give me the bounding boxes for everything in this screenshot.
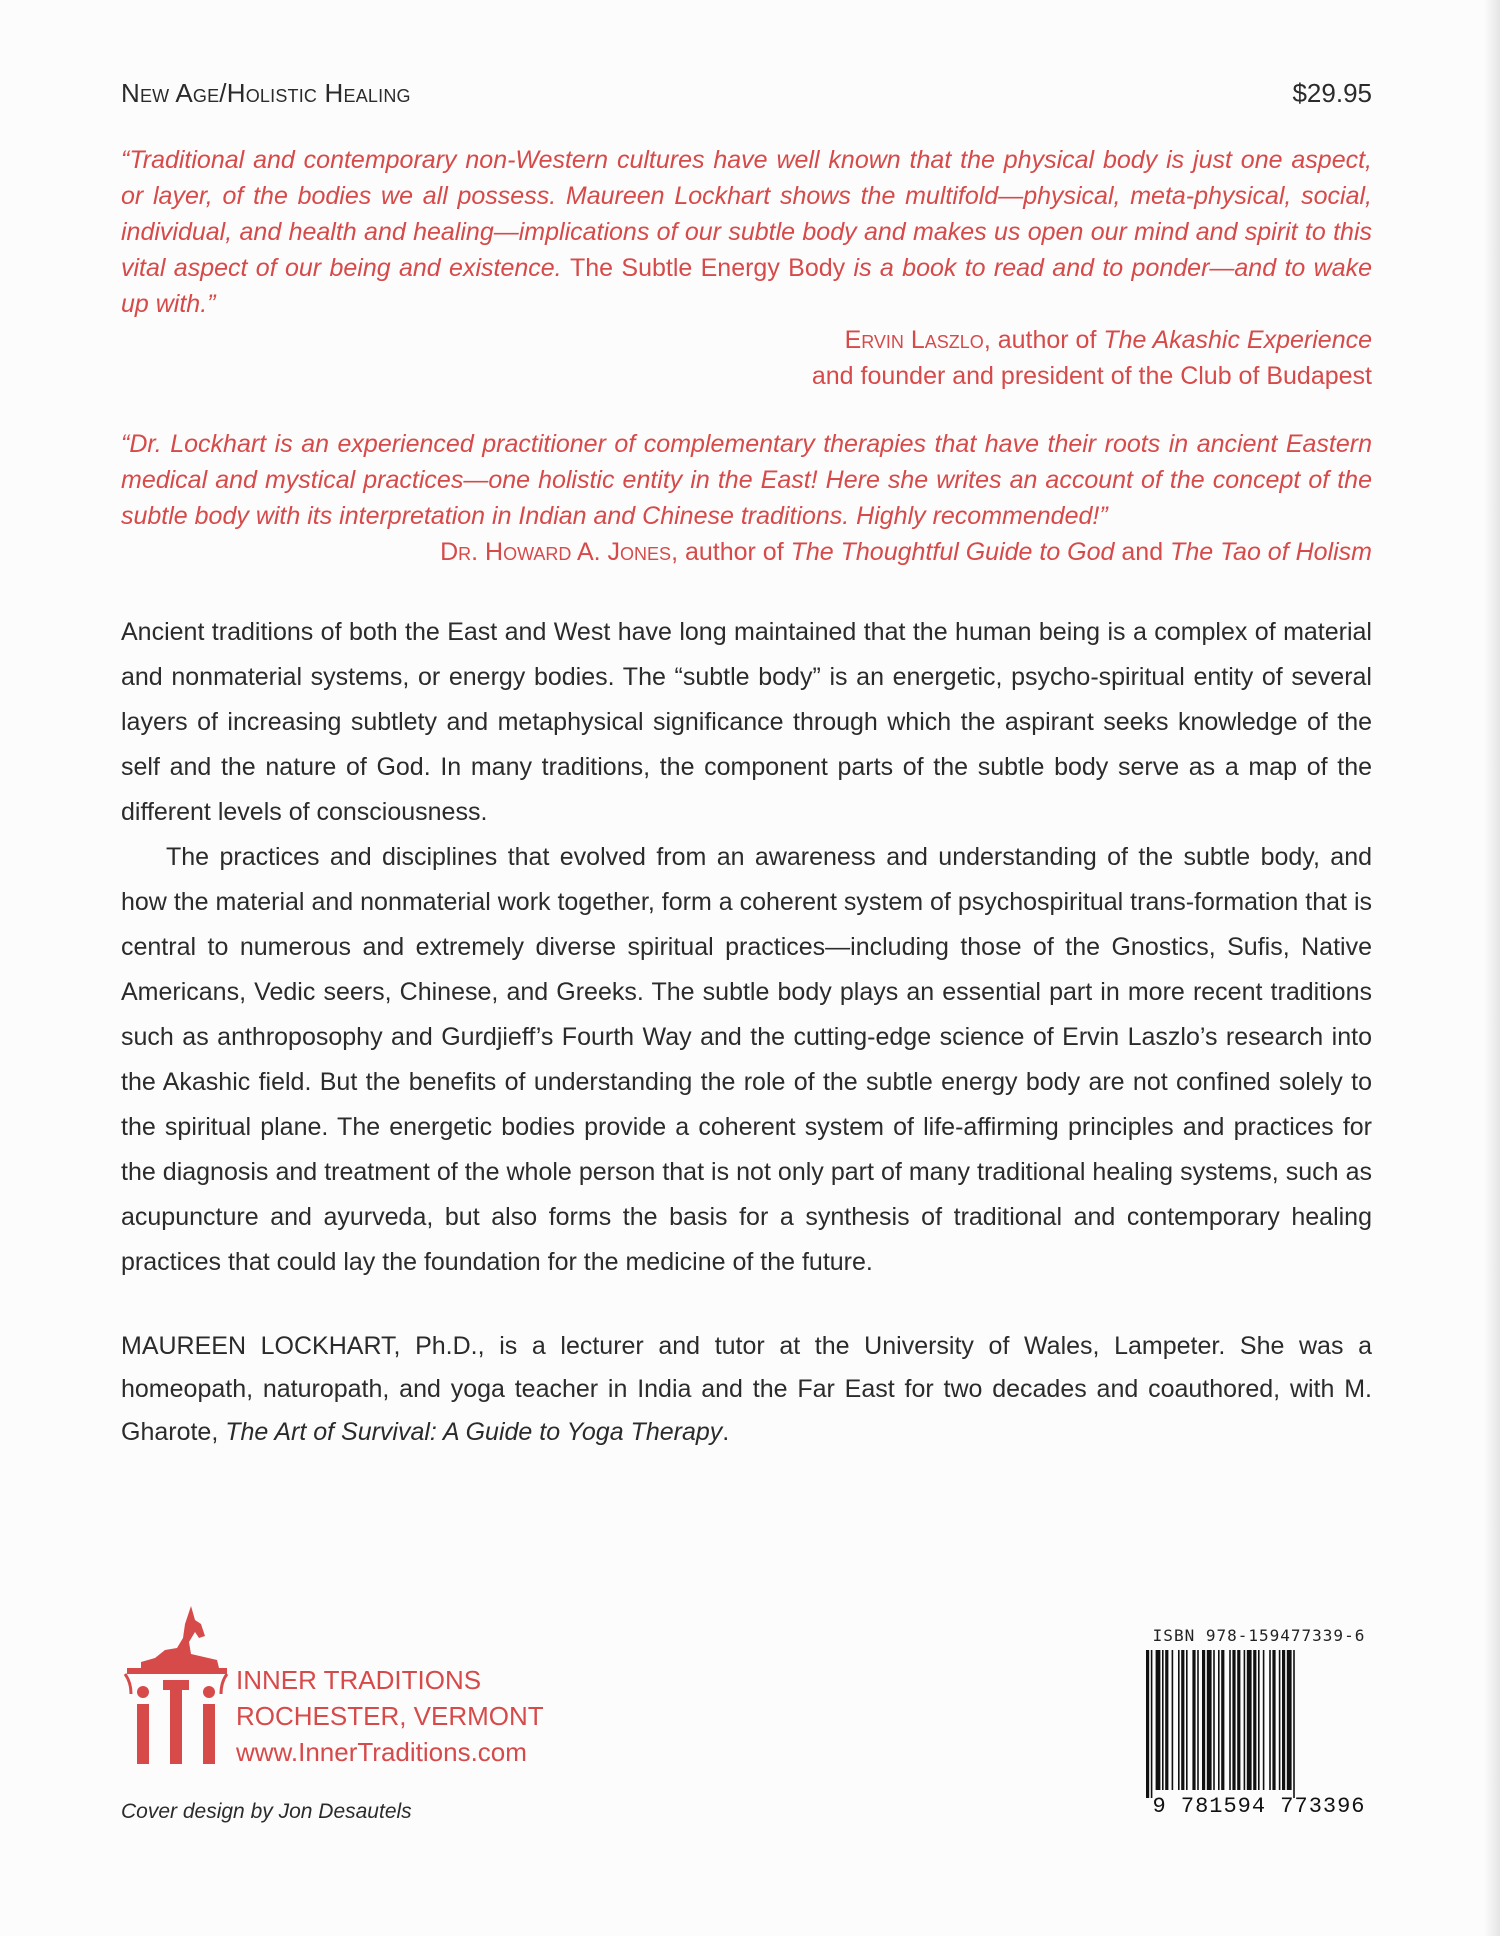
quote-2-text: “Dr. Lockhart is an experienced practitioner of complementary therapies that have their roots in ancient Eastern medical and mystical practices—one holistic entity in the East! Here she writes an account of the concept of the subtle body with its interpretation in Indian and Chinese traditions. Highly recommended!”: [121, 430, 1372, 530]
jackal-anubis-icon: [121, 1602, 231, 1767]
publisher-location: ROCHESTER, VERMONT: [236, 1701, 544, 1731]
description-paragraph-1: Ancient traditions of both the East and West have long maintained that the human being is a complex of material and nonmaterial systems, or energy bodies. The “subtle body” is an energetic, psycho-spiritual entity of several layers of increasing subtlety and metaphysical significance through which the aspirant seeks knowledge of the self and the nature of God. In many traditions, the component parts of the subtle body serve as a map of the different levels of consciousness.: [121, 618, 1372, 826]
quote-2-author: Dr. Howard A. Jones: [440, 538, 672, 566]
publisher-url[interactable]: www.InnerTraditions.com: [236, 1737, 527, 1767]
quote-1-author-book: The Akashic Experience: [1103, 326, 1372, 354]
cover-design-credit: Cover design by Jon Desautels: [121, 1800, 412, 1823]
quote-1-author-line2: and founder and president of the Club of Budapest: [811, 362, 1372, 390]
endorsement-quote-2: [121, 426, 1372, 570]
publisher-text: [236, 1662, 544, 1770]
quote-2-author-book-1: The Thoughtful Guide to God: [790, 538, 1115, 566]
publisher-name: INNER TRADITIONS: [236, 1665, 482, 1695]
main-content: [121, 78, 1372, 1454]
cover-header: [121, 78, 1372, 108]
description-paragraph-2: The practices and disciplines that evolved from an awareness and understanding of the subtle body, and how the material and nonmaterial work together, form a coherent system of psychospiritual trans-formation that is central to numerous and extremely diverse spiritual practices—including those of the Gnostics, Sufis, Native Americans, Vedic seers, Chinese, and Greeks. The subtle body plays an essential part in more recent traditions such as anthroposophy and Gurdjieff’s Fourth Way and the cutting-edge science of Ervin Laszlo’s research into the Akashic field. But the benefits of understanding the role of the subtle energy body are not confined solely to the spiritual plane. The energetic bodies provide a coherent system of life-affirming principles and practices for the diagnosis and treatment of the whole person that is not only part of many traditional healing systems, such as acupuncture and ayurveda, but also forms the basis for a synthesis of traditional and contemporary healing practices that could lay the foundation for the medicine of the future.: [121, 843, 1372, 1276]
page-edge-shadow: [1484, 0, 1500, 1936]
quote-1-author: Ervin Laszlo: [844, 326, 984, 354]
publisher-block: [121, 1602, 681, 1772]
quote-2-attribution: Dr. Howard A. Jones, author of The Thoughtful Guide to God and The Tao of Holism: [440, 538, 1372, 566]
barcode-digits: 9 781594 773396: [1152, 1794, 1366, 1819]
category-label: New Age/Holistic Healing: [121, 78, 411, 108]
isbn-label: ISBN 978-159477339-6: [1152, 1626, 1366, 1645]
quote-1-book-title: The Subtle Energy Body: [569, 254, 846, 282]
isbn-barcode: [1140, 1626, 1378, 1822]
quote-2-author-book-2: The Tao of Holism: [1170, 538, 1372, 566]
quote-1-text: “Traditional and contemporary non-Western cultures have well known that the physical body is just one aspect, or layer, of the bodies we all possess. Maureen Lockhart shows the multifold—physical, meta-physical, social, individual, and health and healing—implications of our subtle body and makes us open our mind and spirit to this vital aspect of our being and existence. The Subtle Energy Body is a book to read and to ponder—and to wake up with.”: [121, 146, 1373, 318]
author-bio-book: The Art of Survival: A Guide to Yoga Therapy: [225, 1418, 723, 1446]
book-description: [121, 610, 1372, 1285]
barcode-icon: [1140, 1650, 1378, 1800]
price-label: $29.95: [1292, 78, 1372, 108]
endorsement-quote-1: [121, 142, 1372, 394]
quote-1-attribution: Ervin Laszlo, author of The Akashic Experience and founder and president of the Club of Budapest: [811, 326, 1372, 390]
author-bio: MAUREEN LOCKHART, Ph.D., is a lecturer and tutor at the University of Wales, Lampeter. She was a homeopath, naturopath, and yoga teacher in India and the Far East for two decades and coauthored, with M. Gharote, The Art of Survival: A Guide to Yoga Therapy.: [121, 1332, 1372, 1446]
